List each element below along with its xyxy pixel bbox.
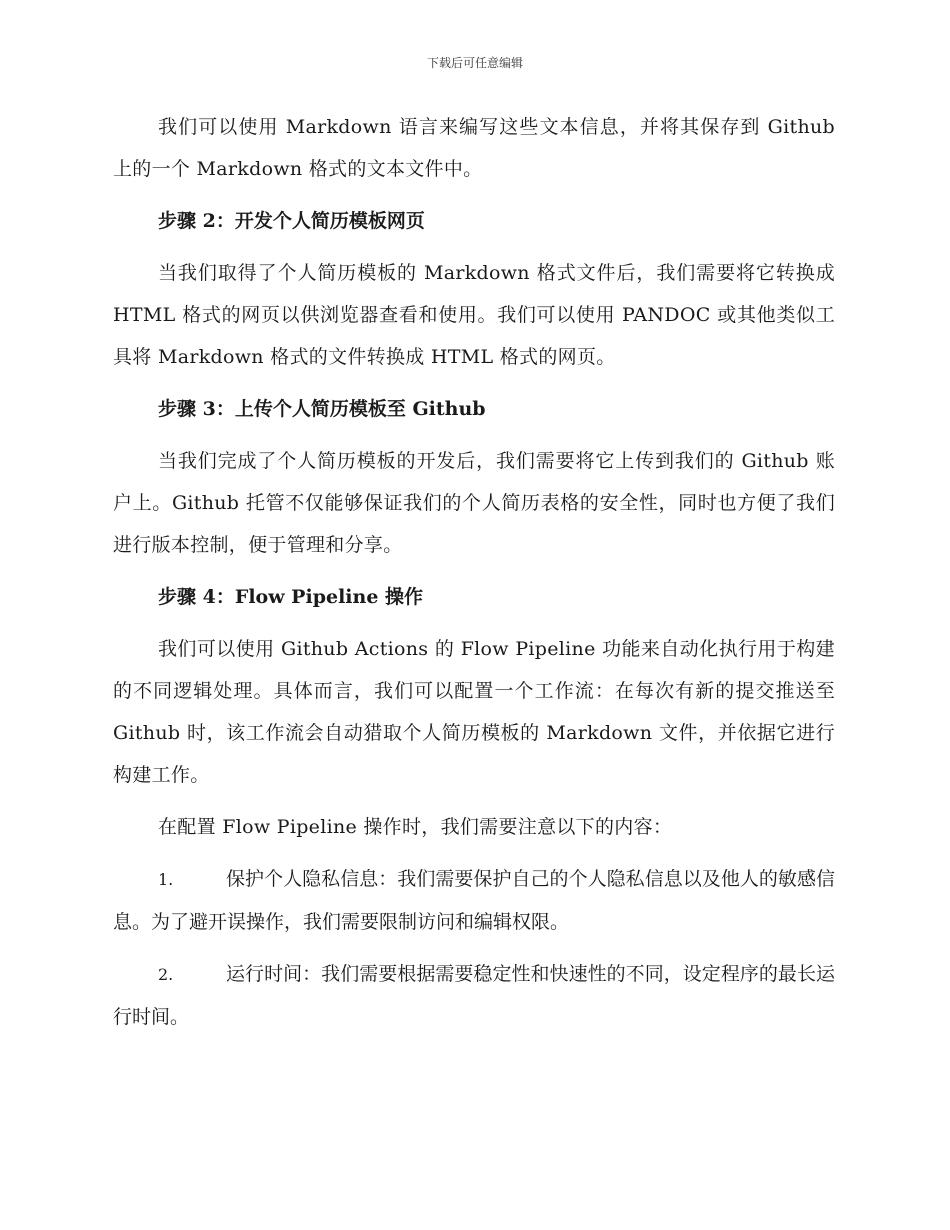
section-heading: 步骤 3：上传个人简历模板至 Github <box>158 398 486 420</box>
paragraph: 当我们完成了个人简历模板的开发后，我们需要将它上传到我们的 Github 账户上。Github 托管不仅能够保证我们的个人简历表格的安全性，同时也方便了我们进行版本控制，便于管理和分享。 <box>113 450 835 556</box>
paragraph: 我们可以使用 Github Actions 的 Flow Pipeline 功能来自动化执行用于构建的不同逻辑处理。具体而言，我们可以配置一个工作流：在每次有新的提交推送至 Github 时，该工作流会自动猎取个人简历模板的 Markdown 文件，并依据它进行构建工作。 <box>113 638 835 786</box>
page-header: 下载后可任意编辑 <box>426 56 523 70</box>
list-number: 2. <box>158 965 174 984</box>
section-heading: 步骤 4：Flow Pipeline 操作 <box>158 586 424 608</box>
document-body <box>113 106 835 1048</box>
paragraph: 我们可以使用 Markdown 语言来编写这些文本信息，并将其保存到 Github 上的一个 Markdown 格式的文本文件中。 <box>113 116 835 180</box>
list-number: 1. <box>158 870 174 889</box>
section-heading: 步骤 2：开发个人简历模板网页 <box>158 210 425 232</box>
list-item <box>113 858 835 943</box>
list-item <box>113 953 835 1038</box>
list-item-text: 保护个人隐私信息：我们需要保护自己的个人隐私信息以及他人的敏感信息。为了避开误操作，我们需要限制访问和编辑权限。 <box>113 868 835 933</box>
paragraph: 当我们取得了个人简历模板的 Markdown 格式文件后，我们需要将它转换成 HTML 格式的网页以供浏览器查看和使用。我们可以使用 PANDOC 或其他类似工具将 Markdown 格式的文件转换成 HTML 格式的网页。 <box>113 262 835 368</box>
paragraph: 在配置 Flow Pipeline 操作时，我们需要注意以下的内容： <box>158 816 673 838</box>
list-item-text: 运行时间：我们需要根据需要稳定性和快速性的不同，设定程序的最长运行时间。 <box>113 963 835 1028</box>
